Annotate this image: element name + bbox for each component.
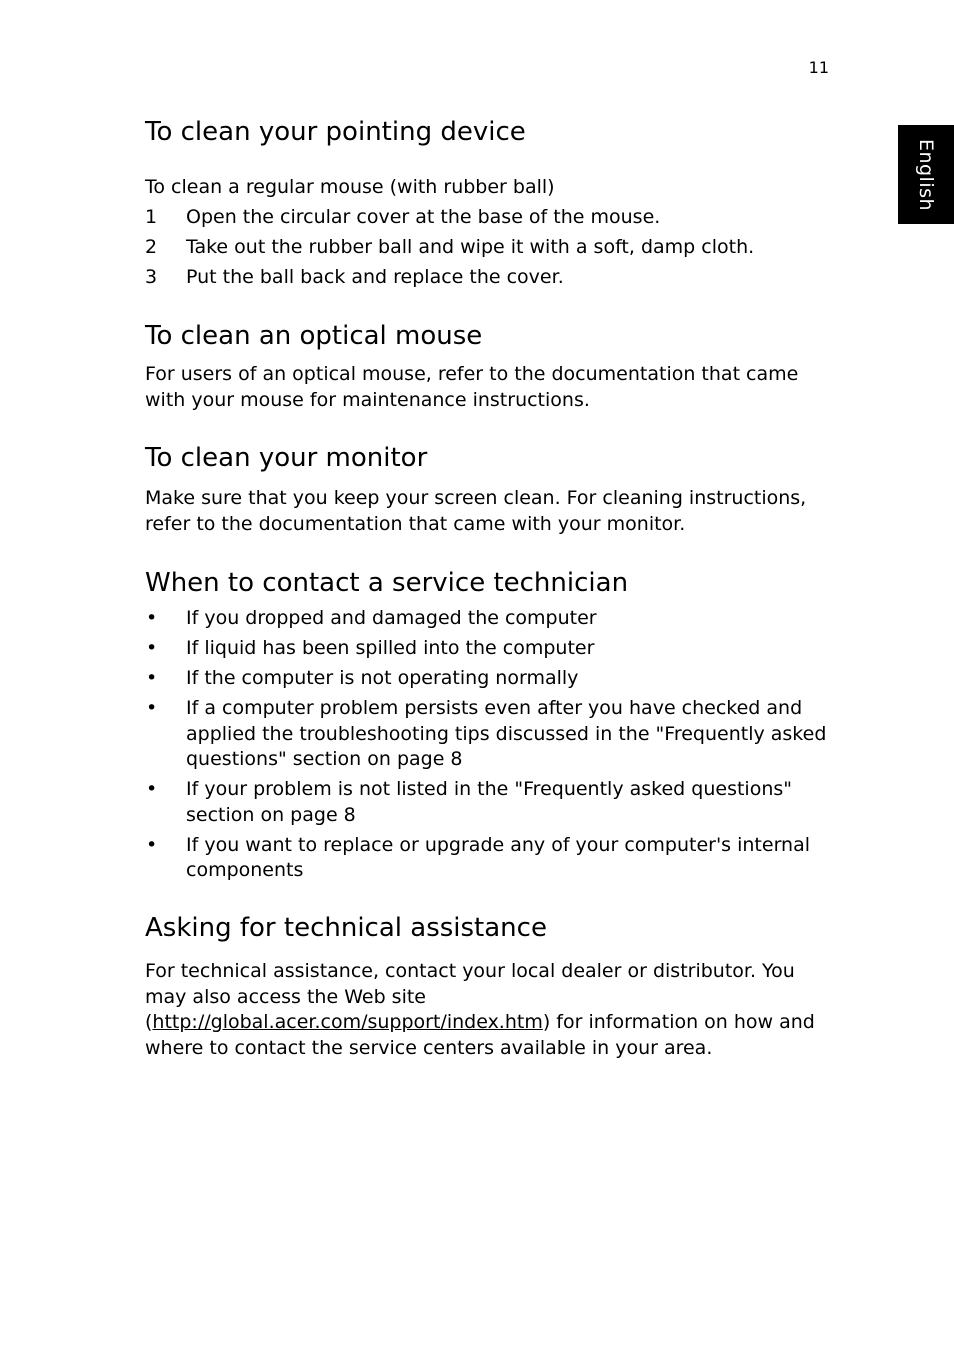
list-item: [145, 235, 835, 261]
bullet: •: [146, 833, 158, 856]
list-item: [145, 606, 835, 632]
heading-optical-mouse: To clean an optical mouse: [145, 321, 483, 351]
pointing-device-intro: To clean a regular mouse (with rubber ball): [145, 176, 555, 198]
heading-monitor: To clean your monitor: [145, 443, 428, 473]
step-text: Put the ball back and replace the cover.: [186, 266, 564, 288]
list-item: [145, 636, 835, 662]
step-number: 1: [145, 206, 158, 228]
service-technician-list: [145, 606, 835, 888]
list-item-text: If your problem is not listed in the "Frequently asked questions" section on page 8: [186, 778, 792, 826]
list-item: [145, 205, 835, 231]
list-item-text: If a computer problem persists even after you have checked and applied the troubleshooting tips discussed in the "Frequently asked questions" section on page 8: [186, 697, 827, 770]
step-number: 2: [145, 236, 158, 258]
optical-mouse-body: For users of an optical mouse, refer to the documentation that came with your mouse for maintenance instructions.: [145, 363, 799, 411]
heading-service-technician: When to contact a service technician: [145, 568, 629, 598]
technical-assistance-body: [145, 959, 835, 1061]
step-text: Take out the rubber ball and wipe it with a soft, damp cloth.: [186, 236, 755, 258]
list-item-text: If the computer is not operating normally: [186, 667, 579, 689]
list-item-text: If you want to replace or upgrade any of your computer's internal components: [186, 833, 811, 881]
heading-pointing-device: To clean your pointing device: [145, 117, 526, 147]
language-tab-label: English: [915, 138, 937, 211]
step-text: Open the circular cover at the base of the mouse.: [186, 206, 661, 228]
bullet: •: [146, 637, 158, 659]
list-item: [145, 696, 835, 773]
list-item: [145, 833, 835, 884]
bullet: •: [146, 697, 158, 719]
list-item: [145, 265, 835, 291]
bullet: •: [146, 607, 158, 629]
technical-assistance-text-after: ) for information on how and where to contact the service centers available in your area.: [145, 1011, 815, 1059]
page-number: 11: [808, 58, 829, 77]
language-tab: [898, 125, 954, 224]
bullet: •: [146, 667, 158, 689]
list-item-text: If liquid has been spilled into the computer: [186, 637, 595, 659]
monitor-body: Make sure that you keep your screen clean. For cleaning instructions, refer to the documentation that came with your monitor.: [145, 487, 807, 535]
bullet: •: [146, 778, 158, 800]
list-item-text: If you dropped and damaged the computer: [186, 607, 597, 629]
list-item: [145, 666, 835, 692]
step-number: 3: [145, 266, 158, 288]
list-item: [145, 777, 835, 828]
pointing-device-steps: [145, 205, 835, 295]
support-website-link[interactable]: http://global.acer.com/support/index.htm: [152, 1011, 543, 1033]
heading-technical-assistance: Asking for technical assistance: [145, 913, 547, 943]
technical-assistance-text-before: For technical assistance, contact your local dealer or distributor. You may also access the Web site (: [145, 960, 795, 1033]
